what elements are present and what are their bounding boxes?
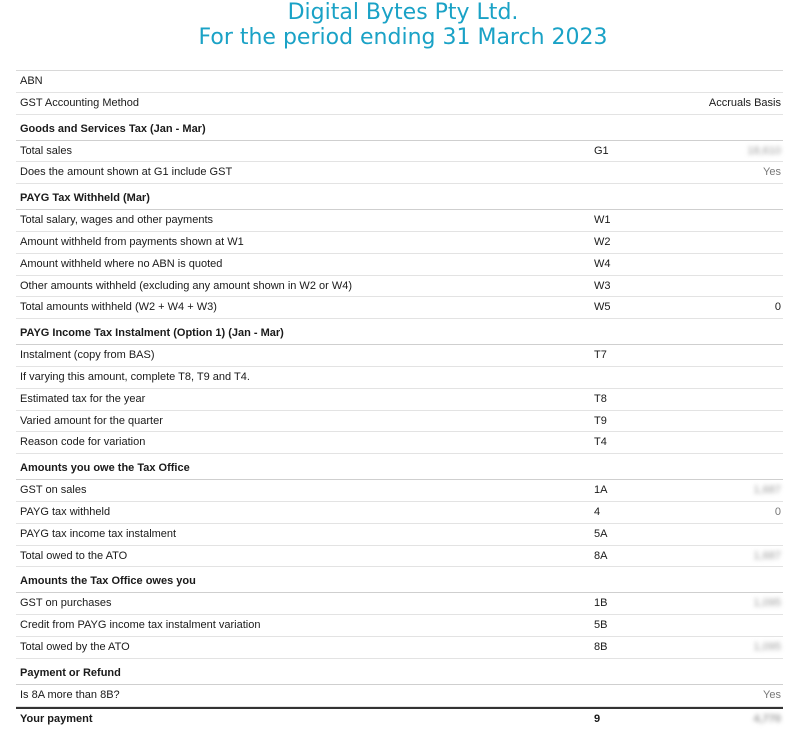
row-code: 5B [594, 619, 608, 632]
row-label: GST on sales [20, 484, 87, 497]
section-title: Goods and Services Tax (Jan - Mar) [20, 122, 206, 135]
report-row [16, 502, 783, 524]
row-label: PAYG tax income tax instalment [20, 527, 177, 540]
section-heading [16, 454, 783, 480]
row-label: Varied amount for the quarter [20, 414, 163, 427]
report-row [16, 93, 783, 115]
report-period: For the period ending 31 March 2023 [198, 25, 608, 50]
row-value: 1,095 [753, 597, 781, 610]
row-code: T7 [594, 349, 607, 362]
report-row [16, 210, 783, 232]
row-label: Total amounts withheld (W2 + W4 + W3) [20, 301, 217, 314]
report-row [16, 367, 783, 389]
row-label: Total owed by the ATO [20, 640, 130, 653]
section-heading [16, 659, 783, 685]
report-row [16, 546, 783, 568]
row-label: Your payment [20, 712, 93, 725]
report-row [16, 480, 783, 502]
bas-report-table [16, 70, 783, 731]
report-row [16, 411, 783, 433]
row-value: 4,770 [753, 712, 781, 725]
row-label: Total owed to the ATO [20, 549, 128, 562]
row-value: 0 [774, 301, 781, 314]
row-code: T9 [594, 414, 607, 427]
row-code: 4 [594, 505, 601, 518]
row-code: 1A [594, 484, 608, 497]
report-row [16, 162, 783, 184]
row-label: Reason code for variation [20, 436, 146, 449]
report-row [16, 232, 783, 254]
row-label: Credit from PAYG income tax instalment variation [20, 619, 261, 632]
report-row [16, 141, 783, 163]
row-code: 5A [594, 527, 608, 540]
report-header [0, 0, 806, 50]
section-heading [16, 567, 783, 593]
report-row [16, 345, 783, 367]
row-label: Amount withheld where no ABN is quoted [20, 257, 223, 270]
row-label: Does the amount shown at G1 include GST [20, 166, 233, 179]
row-code: W3 [594, 279, 611, 292]
row-value: 1,687 [753, 549, 781, 562]
row-code: G1 [594, 144, 609, 157]
row-code: W4 [594, 257, 611, 270]
company-name: Digital Bytes Pty Ltd. [287, 0, 519, 25]
row-value: Yes [763, 688, 781, 701]
row-value: Accruals Basis [708, 96, 781, 109]
report-row [16, 297, 783, 319]
row-label: Amount withheld from payments shown at W1 [20, 235, 244, 248]
report-row [16, 524, 783, 546]
section-title: Payment or Refund [20, 666, 121, 679]
row-value: 1,687 [753, 484, 781, 497]
report-row [16, 685, 783, 707]
row-label: ABN [20, 75, 43, 87]
row-value: 18,610 [747, 144, 781, 157]
section-title: PAYG Income Tax Instalment (Option 1) (Jan - Mar) [20, 327, 284, 340]
report-row [16, 276, 783, 298]
row-code: 8A [594, 549, 608, 562]
report-row [16, 615, 783, 637]
section-title: Amounts the Tax Office owes you [20, 575, 196, 588]
report-row [16, 389, 783, 411]
row-label: PAYG tax withheld [20, 505, 111, 518]
report-row [16, 637, 783, 659]
row-value: Yes [763, 166, 781, 179]
row-value: 0 [774, 505, 781, 518]
row-code: 8B [594, 640, 608, 653]
section-title: PAYG Tax Withheld (Mar) [20, 192, 150, 205]
row-label: Estimated tax for the year [20, 392, 146, 405]
row-label: If varying this amount, complete T8, T9 and T4. [20, 370, 250, 383]
row-code: W2 [594, 235, 611, 248]
section-heading [16, 115, 783, 141]
row-label: Total sales [20, 144, 72, 157]
section-heading [16, 184, 783, 210]
section-heading [16, 319, 783, 345]
row-code: W5 [594, 301, 611, 314]
row-code: 1B [594, 597, 608, 610]
row-label: Other amounts withheld (excluding any amount shown in W2 or W4) [20, 279, 352, 292]
report-row [16, 254, 783, 276]
row-code: T8 [594, 392, 607, 405]
row-label: Instalment (copy from BAS) [20, 349, 155, 362]
report-row [16, 432, 783, 454]
row-label: GST on purchases [20, 597, 112, 610]
total-payment-row [16, 707, 783, 731]
report-row [16, 593, 783, 615]
row-label: Total salary, wages and other payments [20, 214, 214, 227]
section-title: Amounts you owe the Tax Office [20, 462, 190, 475]
row-code: W1 [594, 214, 611, 227]
report-row [16, 70, 783, 93]
row-value: 1,095 [753, 640, 781, 653]
row-code: 9 [594, 712, 601, 725]
row-label: GST Accounting Method [20, 96, 140, 109]
row-code: T4 [594, 436, 607, 449]
row-label: Is 8A more than 8B? [20, 688, 120, 701]
